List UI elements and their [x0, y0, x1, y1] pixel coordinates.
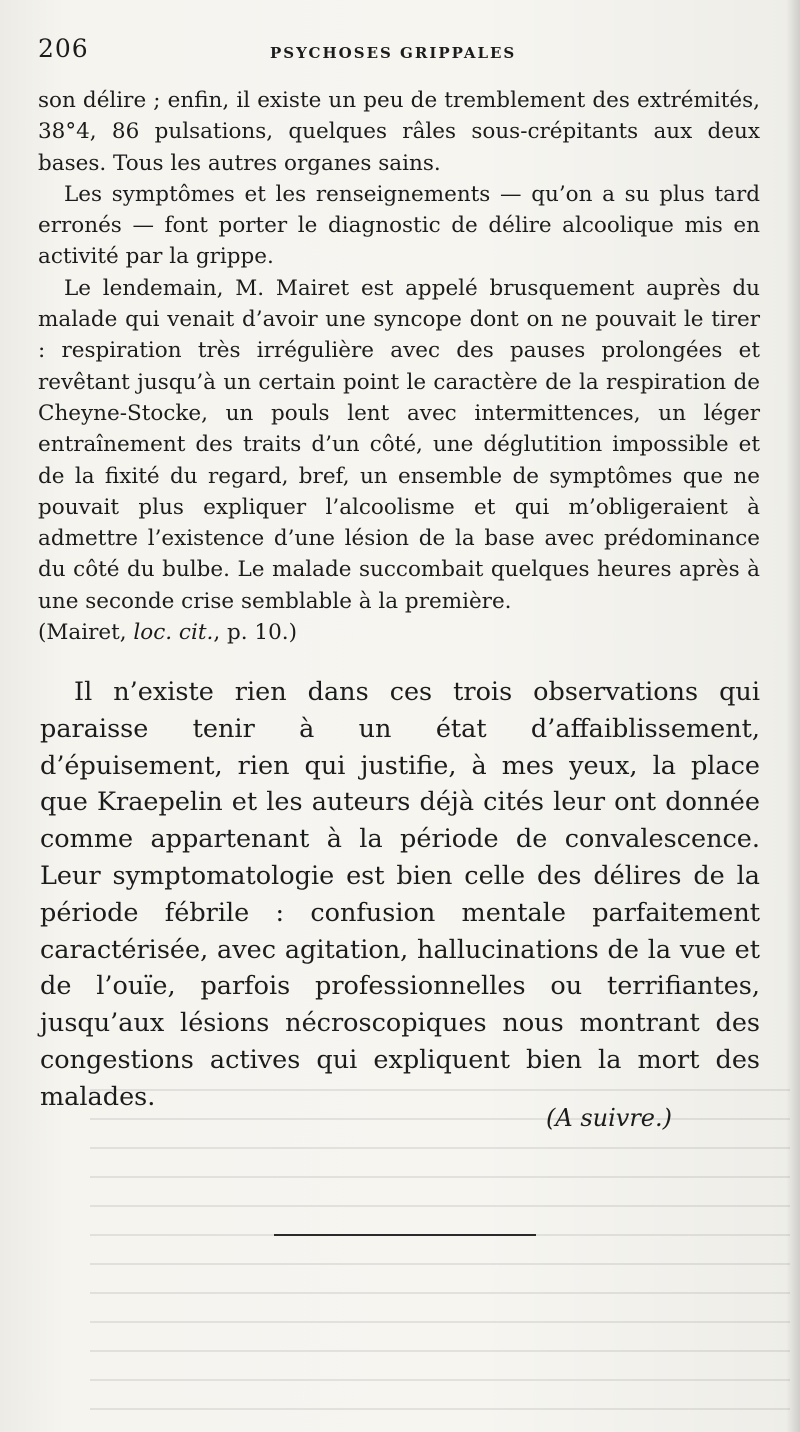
- paragraph-diagnosis: Les symptômes et les renseignements — qu’on a su plus tard erronés — font porter le diagnostic de délire alcoolique mis en activité par la grippe.: [38, 181, 760, 270]
- paragraph-commentary: Il n’existe rien dans ces trois observations qui paraisse tenir à un état d’affaiblissement, d’épuisement, rien qui justifie, à mes yeux, la place que Kraepelin et les auteurs déjà cités leur ont donnée comme appartenant à la période de convalescence. Leur symptomatologie est bien celle des délires de la période fébrile : confusion mentale parfaitement caractérisée, avec agitation, hallucinations de la vue et de l’ouïe, parfois professionnelles ou terrifiantes, jusqu’aux lésions nécroscopiques nous montrant des congestions actives qui expliquent bien la mort des malades.: [40, 677, 760, 1112]
- citation-italic: loc. cit.: [133, 620, 214, 646]
- paragraph-next-day: Le lendemain, M. Mairet est appelé brusquement auprès du malade qui venait d’avoir une syncope dont on ne pouvait le tirer : respiration très irrégulière avec des pauses prolongées et revêtant jusqu’à un certain point le caractère de la respiration de Cheyne-Stocke, un pouls lent avec intermittences, un léger entraînement des traits d’un côté, une déglutition impossible et de la fixité du regard, bref, un ensemble de symptômes que ne pouvait plus expliquer l’alcoolisme et qui m’obligeraient à admettre l’existence d’une lésion de la base avec prédominance du côté du bulbe. Le malade succombait quelques heures après à une seconde crise semblable à la première.: [38, 275, 760, 614]
- to-be-continued: (A suivre.): [546, 1104, 672, 1132]
- running-head: PSYCHOSES GRIPPALES: [270, 44, 517, 62]
- page-edge-shadow: [786, 0, 800, 1432]
- end-rule: [274, 1234, 536, 1236]
- observation-text: [38, 85, 760, 648]
- citation-suffix: , p. 10.): [213, 620, 298, 646]
- page-header: [38, 34, 760, 74]
- page-number: 206: [38, 34, 89, 63]
- citation-prefix: (Mairet,: [38, 620, 134, 646]
- paragraph-continuation: son délire ; enfin, il existe un peu de tremblement des extrémités, 38°4, 86 pulsations, quelques râles sous-crépitants aux deux bases. Tous les autres organes sains.: [38, 88, 760, 176]
- bleed-through-texture: [90, 1080, 790, 1410]
- commentary-text: [40, 674, 760, 1116]
- citation: [38, 617, 760, 648]
